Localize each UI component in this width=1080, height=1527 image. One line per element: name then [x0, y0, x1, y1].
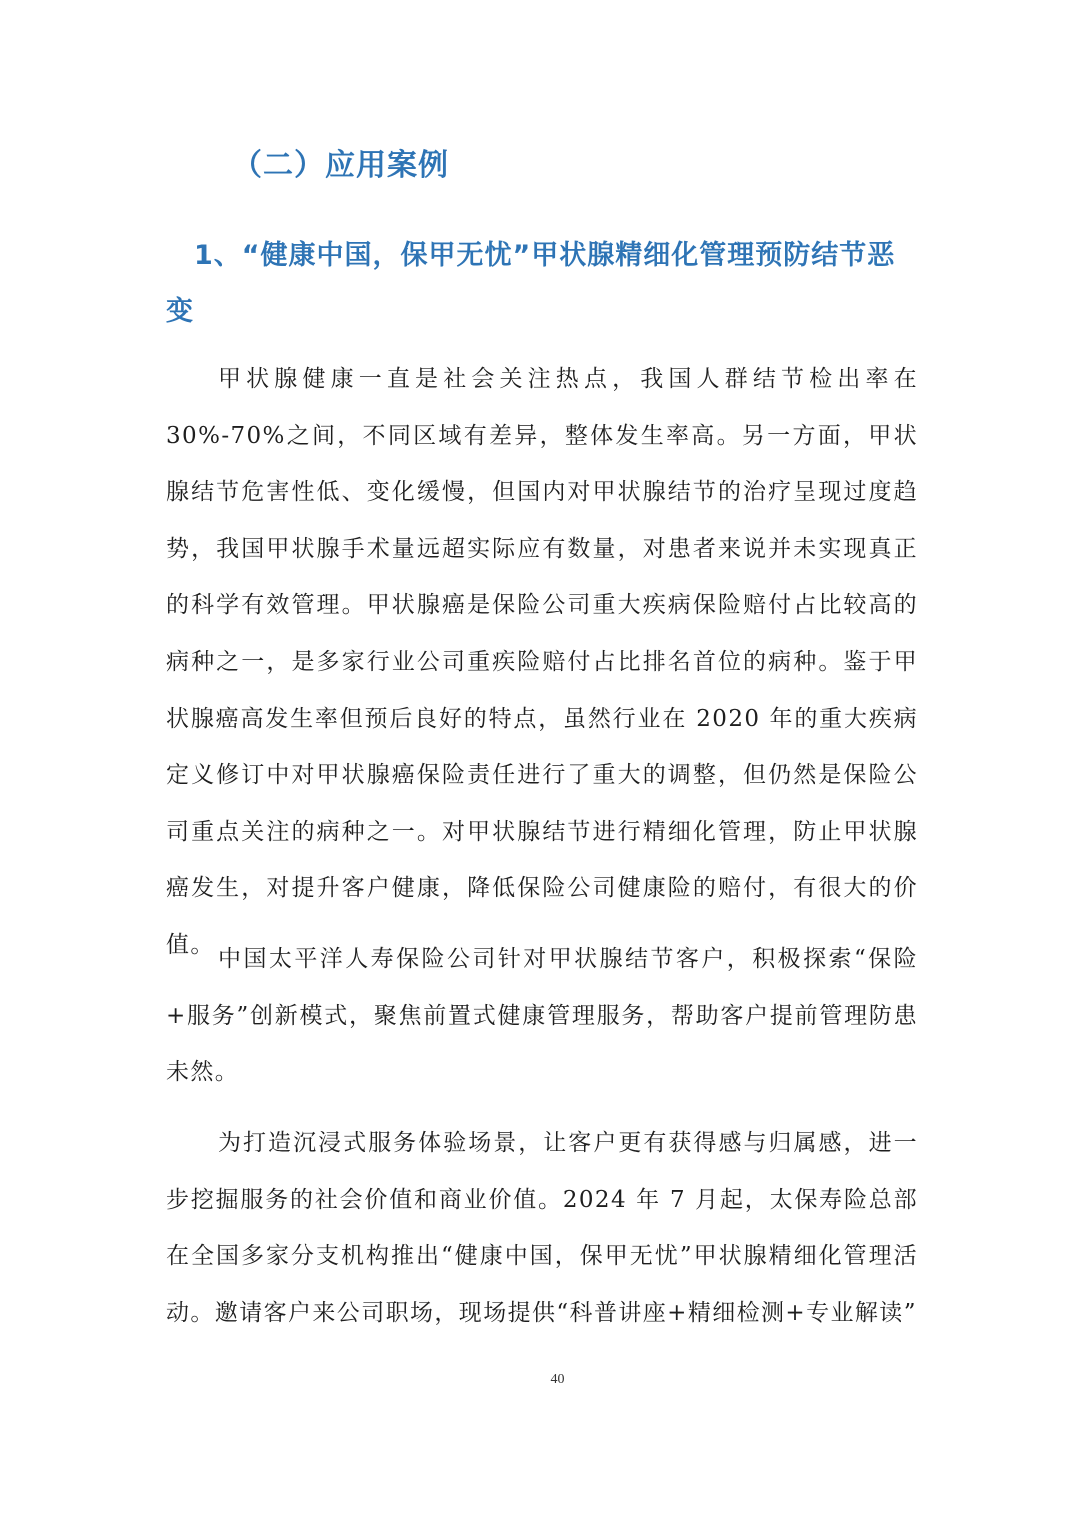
paragraph-thyroid-background: 甲状腺健康一直是社会关注热点，我国人群结节检出率在 30%-70%之间，不同区域有差异，整体发生率高。另一方面，甲状腺结节危害性低、变化缓慢，但国内对甲状腺结节的治疗呈现过度趋势，我国甲状腺手术量远超实际应有数量，对患者来说并未实现真正的科学有效管理。甲状腺癌是保险公司重大疾病保险赔付占比较高的病种之一，是多家行业公司重疾险赔付占比排名首位的病种。鉴于甲状腺癌高发生率但预后良好的特点，虽然行业在 2020 年的重大疾病定义修订中对甲状腺癌保险责任进行了重大的调整，但仍然是保险公司重点关注的病种之一。对甲状腺结节进行精细化管理，防止甲状腺癌发生，对提升客户健康，降低保险公司健康险的赔付，有很大的价值。	[166, 366, 918, 958]
page-number: 40	[550, 1372, 565, 1387]
paragraph-service-activity: 为打造沉浸式服务体验场景，让客户更有获得感与归属感，进一步挖掘服务的社会价值和商业价值。2024 年 7 月起，太保寿险总部在全国多家分支机构推出“健康中国，保甲无忧”甲状腺精细化管理活动。邀请客户来公司职场，现场提供“科普讲座+精细检测+专业解读”	[166, 1130, 918, 1326]
section-title: （二）应用案例	[232, 148, 449, 183]
subsection-title: 1、“健康中国，保甲无忧”甲状腺精细化管理预防结节恶变	[166, 240, 896, 327]
paragraph-cpic-initiative: 中国太平洋人寿保险公司针对甲状腺结节客户，积极探索“保险+服务”创新模式，聚焦前置式健康管理服务，帮助客户提前管理防患未然。	[166, 946, 918, 1086]
